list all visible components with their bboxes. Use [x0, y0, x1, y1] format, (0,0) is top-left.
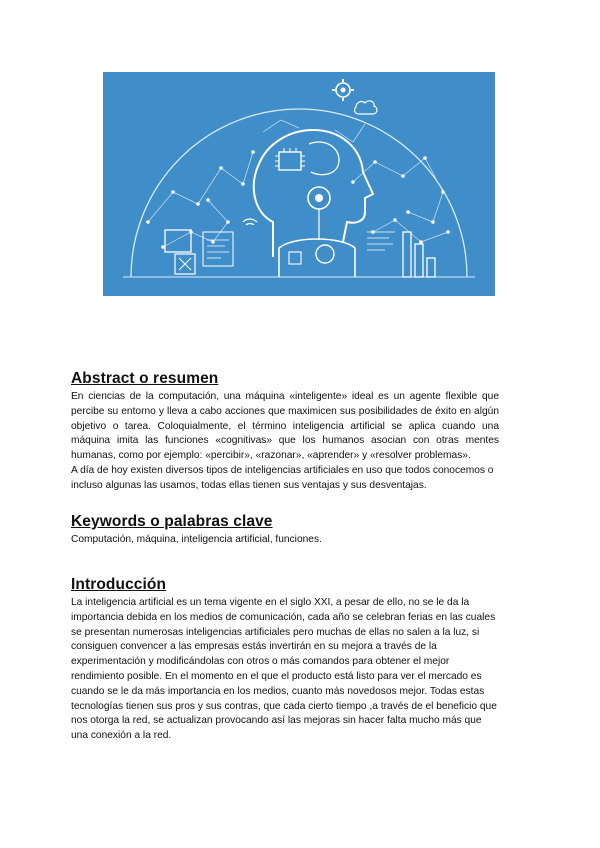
abstract-paragraph-1: En ciencias de la computación, una máquina «inteligente» ideal es un agente flexible que percibe su entorno y lleva a cabo acciones que maximicen sus posibilidades de éxito en algún objetivo o tarea. Coloquialmente, el término inteligencia artificial se aplica cuando una máquina imita las funciones «cognitivas» que los humanos asocian con otras mentes humanas, como por ejemplo: «percibir», «razonar», «aprender» y «resolver problemas».	[71, 391, 499, 462]
ai-head-technology-icon	[103, 72, 495, 296]
hero-illustration	[103, 72, 495, 296]
abstract-paragraph-2: A día de hoy existen diversos tipos de inteligencias artificiales en uso que todos conocemos o incluso algunas las usamos, todas ellas tienen sus ventajas y sus desventajas.	[71, 465, 494, 491]
introduccion-paragraph: La inteligencia artificial es un tema vigente en el siglo XXI, a pesar de ello, no se le da la importancia debida en los medios de comunicación, cada año se celebran ferias en las cuales se presentan numerosas inteligencias artificiales pero muchas de ellas no salen a la luz, si consiguen convencer a las empresas estás invertirán en su mejora a través de la experimentación y modificándolas con otros o más comandos para obtener el mejor rendimiento posible. En el momento en el que el producto está listo para ver el mercado es cuando se le da más importancia en los medios, cuanto más novedosos mejor. Todas estas tecnologías tienen sus pros y sus contras, que cada cierto tiempo ,a través de el beneficio que nos otorga la red, se actualizan provocando así las mejoras sin hacer falta mucho más que una conexión a la red.	[71, 597, 497, 742]
section-heading-introduccion: Introducción	[71, 576, 167, 593]
section-heading-abstract: Abstract o resumen	[71, 370, 219, 387]
section-heading-keywords: Keywords o palabras clave	[71, 513, 273, 530]
keywords-paragraph: Computación, máquina, inteligencia artificial, funciones.	[71, 534, 322, 545]
